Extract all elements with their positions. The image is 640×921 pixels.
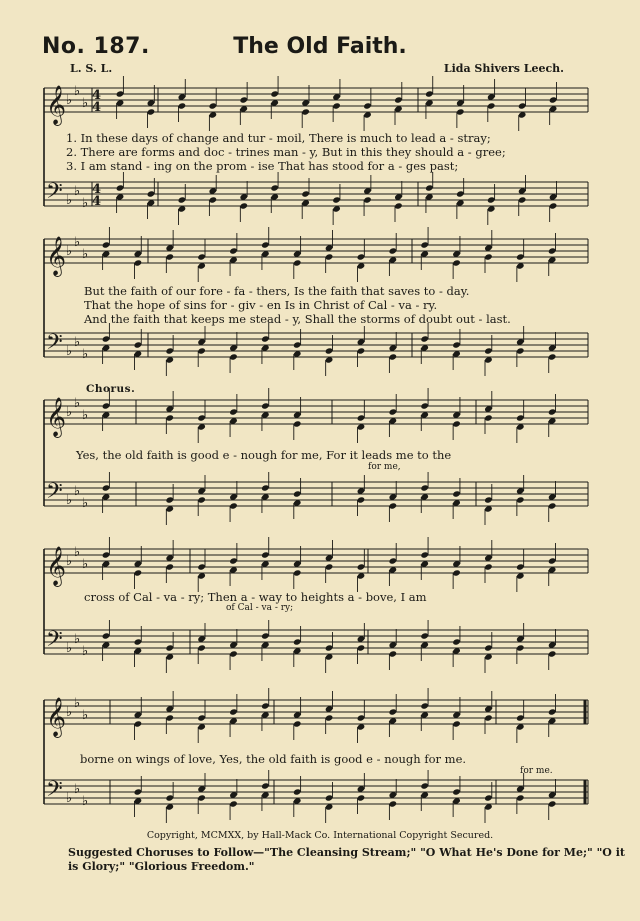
flat-icon: ♭ — [66, 405, 73, 420]
flat-icon: ♭ — [66, 641, 73, 656]
chorus-line-1: Yes, the old faith is good e - nough for me, For it leads me to the — [76, 448, 452, 462]
flat-icon: ♭ — [74, 335, 81, 350]
bass-clef-icon: 𝄢 — [46, 627, 63, 657]
treble-clef-icon: 𝄞 — [46, 236, 67, 276]
time-signature: 4 — [92, 182, 102, 197]
bass-clef-icon: 𝄢 — [46, 479, 63, 509]
flat-icon: ♭ — [74, 184, 81, 199]
flat-icon: ♭ — [82, 347, 89, 362]
flat-icon: ♭ — [74, 84, 81, 99]
treble-clef-icon: 𝄞 — [46, 397, 67, 437]
chorus-line-2-bass: of Cal - va - ry; — [226, 603, 294, 613]
flat-icon: ♭ — [74, 782, 81, 797]
chorus-line-3-bass: for me. — [520, 766, 553, 776]
flat-icon: ♭ — [74, 484, 81, 499]
suggested-choruses: Suggested Choruses to Follow—"The Cleansing Stream;" "O What He's Done for Me;" "O it is Glory;" "Glorious Freedom." — [68, 846, 625, 873]
composer-credit: L. S. L. — [70, 62, 113, 75]
hymn-title: The Old Faith. — [233, 34, 407, 59]
flat-icon: ♭ — [66, 791, 73, 806]
flat-icon: ♭ — [74, 545, 81, 560]
flat-icon: ♭ — [82, 496, 89, 511]
verse-2-line-1: 2. There are forms and doc - trines man - y, But in this they should a - gree; — [66, 145, 506, 159]
chorus-line-1-bass: for me, — [368, 462, 401, 472]
treble-clef-icon: 𝄞 — [46, 85, 67, 125]
time-signature: 4 — [92, 194, 102, 209]
flat-icon: ♭ — [66, 493, 73, 508]
time-signature: 4 — [92, 88, 102, 103]
verse-3-line-1: 3. I am stand - ing on the prom - ise That has stood for a - ges past; — [66, 159, 459, 173]
copyright-notice: Copyright, MCMXX, by Hall-Mack Co. International Copyright Secured. — [146, 830, 494, 841]
flat-icon: ♭ — [66, 554, 73, 569]
treble-clef-icon: 𝄞 — [46, 546, 67, 586]
bass-clef-icon: 𝄢 — [46, 179, 63, 209]
treble-clef-icon: 𝄞 — [46, 697, 67, 737]
chorus-line-3: borne on wings of love, Yes, the old faith is good e - nough for me. — [80, 752, 467, 766]
flat-icon: ♭ — [74, 235, 81, 250]
verse-1-line-2: But the faith of our fore - fa - thers, Is the faith that saves to - day. — [84, 284, 470, 298]
flat-icon: ♭ — [74, 632, 81, 647]
chorus-line-2: cross of Cal - va - ry; Then a - way to heights a - bove, I am — [84, 590, 427, 604]
chorus-label: Chorus. — [86, 383, 136, 395]
flat-icon: ♭ — [82, 794, 89, 809]
flat-icon: ♭ — [82, 708, 89, 723]
flat-icon: ♭ — [66, 344, 73, 359]
flat-icon: ♭ — [66, 193, 73, 208]
bass-clef-icon: 𝄢 — [46, 777, 63, 807]
flat-icon: ♭ — [82, 196, 89, 211]
author-credit: Lida Shivers Leech. — [443, 62, 564, 75]
flat-icon: ♭ — [66, 244, 73, 259]
flat-icon: ♭ — [82, 644, 89, 659]
flat-icon: ♭ — [82, 408, 89, 423]
bass-clef-icon: 𝄢 — [46, 330, 63, 360]
hymn-number: No. 187. — [42, 34, 150, 59]
flat-icon: ♭ — [82, 247, 89, 262]
verse-3-line-2: And the faith that keeps me stead - y, Shall the storms of doubt out - last. — [84, 312, 511, 326]
time-signature: 4 — [92, 100, 102, 115]
flat-icon: ♭ — [66, 93, 73, 108]
flat-icon: ♭ — [82, 96, 89, 111]
flat-icon: ♭ — [82, 557, 89, 572]
flat-icon: ♭ — [74, 396, 81, 411]
verse-2-line-2: That the hope of sins for - giv - en Is in Christ of Cal - va - ry. — [84, 298, 438, 312]
flat-icon: ♭ — [74, 696, 81, 711]
verse-1-line-1: 1. In these days of change and tur - moil, There is much to lead a - stray; — [66, 131, 491, 145]
flat-icon: ♭ — [66, 705, 73, 720]
